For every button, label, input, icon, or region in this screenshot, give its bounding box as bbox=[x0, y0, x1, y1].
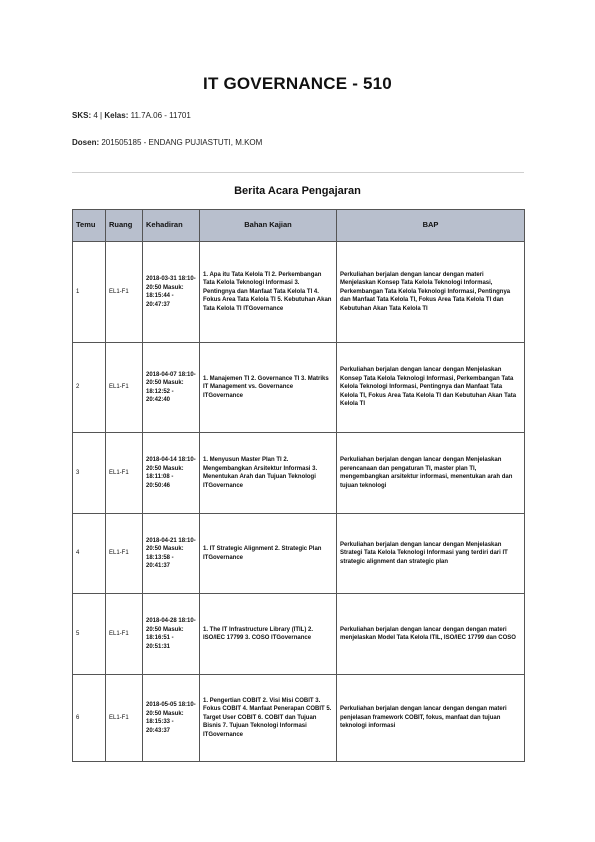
cell-ruang: EL1-F1 bbox=[106, 675, 143, 762]
cell-temu: 1 bbox=[73, 242, 106, 343]
cell-kehadiran: 2018-04-07 18:10-20:50 Masuk: 18:12:52 - 20:42:40 bbox=[143, 343, 200, 433]
meta-separator: | bbox=[100, 111, 103, 120]
dosen-value: 201505185 - ENDANG PUJIASTUTI, M.KOM bbox=[101, 138, 263, 147]
cell-ruang: EL1-F1 bbox=[106, 242, 143, 343]
lecturer-line bbox=[72, 138, 262, 147]
cell-bahan-kajian: 1. Manajemen TI 2. Governance TI 3. Matriks IT Management vs. Governance ITGovernance bbox=[200, 343, 337, 433]
cell-bahan-kajian: 1. Apa itu Tata Kelola TI 2. Perkembangan Tata Kelola Teknologi Informasi 3. Pentingnya dan Manfaat Tata Kelola TI 4. Fokus Area Tata Kelola TI 5. Kebutuhan Akan Tata Kelola TI ITGovernance bbox=[200, 242, 337, 343]
cell-ruang: EL1-F1 bbox=[106, 433, 143, 514]
cell-temu: 3 bbox=[73, 433, 106, 514]
bap-table bbox=[72, 209, 525, 762]
header-bahan-kajian: Bahan Kajian bbox=[200, 210, 337, 242]
cell-bap: Perkuliahan berjalan dengan lancar dengan materi Menjelaskan Konsep Tata Kelola Teknologi Informasi, Perkembangan Tata Kelola Teknologi Informasi, Pentingnya dan Manfaat Tata Kelola TI, Fokus Area Tata Kelola TI dan Kebutuhan Akan Tata Kelola TI bbox=[337, 242, 525, 343]
cell-temu: 2 bbox=[73, 343, 106, 433]
cell-bahan-kajian: 1. Menyusun Master Plan TI 2. Mengembangkan Arsitektur Informasi 3. Menentukan Arah dan Tujuan Teknologi ITGovernance bbox=[200, 433, 337, 514]
table-row bbox=[73, 433, 525, 514]
sks-label: SKS: bbox=[72, 111, 92, 120]
header-bap: BAP bbox=[337, 210, 525, 242]
page-title: IT GOVERNANCE - 510 bbox=[203, 74, 392, 93]
kelas-label: Kelas: bbox=[104, 111, 129, 120]
cell-bap: Perkuliahan berjalan dengan lancar dengan Menjelaskan Konsep Tata Kelola Teknologi Informasi, Perkembangan Tata Kelola Teknologi Informasi, Pentingnya dan Manfaat Tata Kelola TI, Fokus Area Tata Kelola TI dan Kebutuhan Akan Tata Kelola TI bbox=[337, 343, 525, 433]
table-row bbox=[73, 675, 525, 762]
cell-temu: 5 bbox=[73, 594, 106, 675]
cell-ruang: EL1-F1 bbox=[106, 594, 143, 675]
divider bbox=[72, 172, 524, 173]
cell-bahan-kajian: 1. IT Strategic Alignment 2. Strategic Plan ITGovernance bbox=[200, 514, 337, 594]
cell-kehadiran: 2018-04-21 18:10-20:50 Masuk: 18:13:58 - 20:41:37 bbox=[143, 514, 200, 594]
table-row bbox=[73, 594, 525, 675]
table-row bbox=[73, 343, 525, 433]
header-temu: Temu bbox=[73, 210, 106, 242]
cell-bahan-kajian: 1. Pengertian COBIT 2. Visi Misi COBIT 3. Fokus COBIT 4. Manfaat Penerapan COBIT 5. Target User COBIT 6. COBIT dan Tujuan Bisnis 7. Tujuan Teknologi Informasi ITGovernance bbox=[200, 675, 337, 762]
cell-bap: Perkuliahan berjalan dengan lancar dengan Menjelaskan Strategi Tata Kelola Teknologi Informasi yang terdiri dari IT strategic alignment dan strategic plan bbox=[337, 514, 525, 594]
table-row bbox=[73, 514, 525, 594]
cell-bahan-kajian: 1. The IT Infrastructure Library (ITIL) 2. ISO/IEC 17799 3. COSO ITGovernance bbox=[200, 594, 337, 675]
cell-kehadiran: 2018-03-31 18:10-20:50 Masuk: 18:15:44 - 20:47:37 bbox=[143, 242, 200, 343]
kelas-value: 11.7A.06 - 11701 bbox=[130, 111, 191, 120]
header-kehadiran: Kehadiran bbox=[143, 210, 200, 242]
cell-kehadiran: 2018-04-14 18:10-20:50 Masuk: 18:11:08 - 20:50:46 bbox=[143, 433, 200, 514]
cell-temu: 4 bbox=[73, 514, 106, 594]
cell-temu: 6 bbox=[73, 675, 106, 762]
course-meta-line bbox=[72, 111, 191, 120]
cell-bap: Perkuliahan berjalan dengan lancar dengan dengan materi menjelaskan Model Tata Kelola ITIL, ISO/IEC 17799 dan COSO bbox=[337, 594, 525, 675]
header-ruang: Ruang bbox=[106, 210, 143, 242]
cell-kehadiran: 2018-05-05 18:10-20:50 Masuk: 18:15:33 - 20:43:37 bbox=[143, 675, 200, 762]
table-header-row bbox=[73, 210, 525, 242]
cell-ruang: EL1-F1 bbox=[106, 343, 143, 433]
section-title: Berita Acara Pengajaran bbox=[234, 185, 361, 197]
cell-bap: Perkuliahan berjalan dengan lancar dengan dengan materi penjelasan framework COBIT, fokus, manfaat dan tujuan teknologi informasi bbox=[337, 675, 525, 762]
cell-ruang: EL1-F1 bbox=[106, 514, 143, 594]
dosen-label: Dosen: bbox=[72, 138, 100, 147]
cell-kehadiran: 2018-04-28 18:10-20:50 Masuk: 18:16:51 - 20:51:31 bbox=[143, 594, 200, 675]
cell-bap: Perkuliahan berjalan dengan lancar dengan Menjelaskan perencanaan dan pengaturan TI, master plan TI, mengembangkan arsitektur informasi, menentukan arah dan tujuan teknologi bbox=[337, 433, 525, 514]
sks-value: 4 bbox=[93, 111, 98, 120]
table-row bbox=[73, 242, 525, 343]
